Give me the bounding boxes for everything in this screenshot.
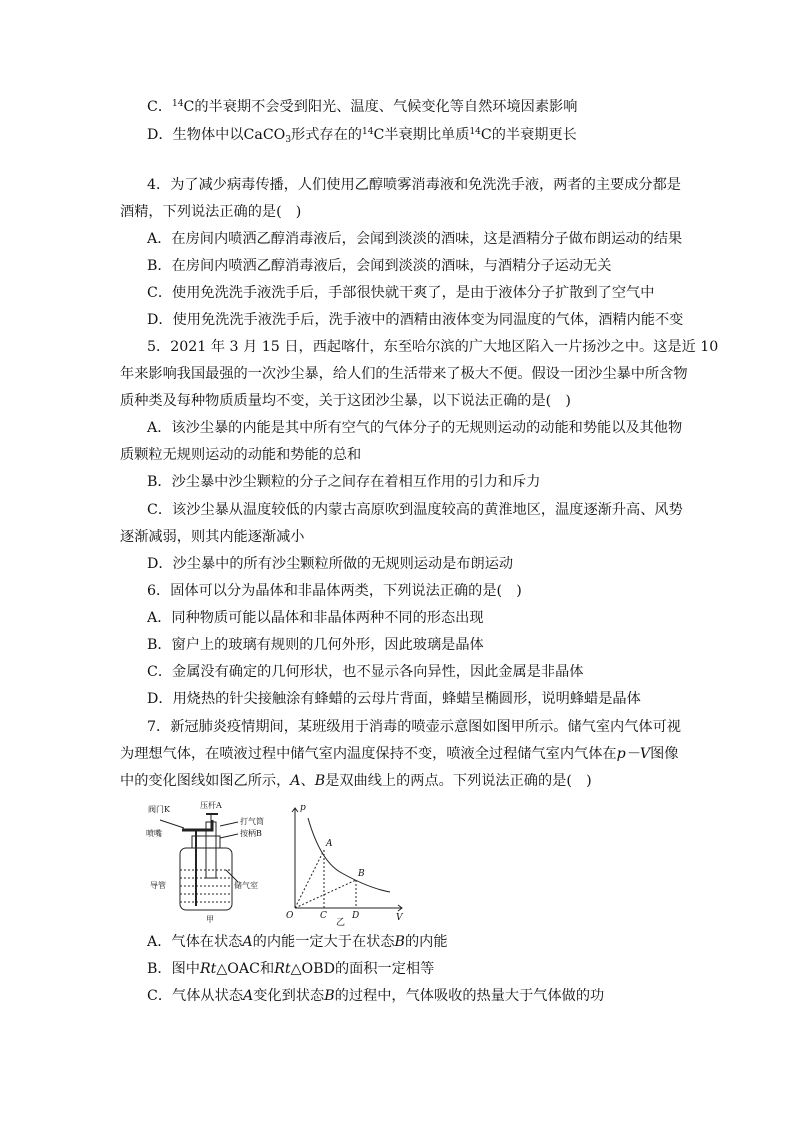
- q7-c-end: 的过程中，气体吸收的热量大于气体做的功: [334, 988, 605, 1004]
- q5-option-a-line2: 质颗粒无规则运动的动能和势能的总和: [120, 447, 362, 463]
- pv-graph: [292, 808, 402, 911]
- q7-stem-line3: [120, 771, 592, 791]
- label-tick-d: D: [352, 911, 360, 921]
- pointer-valve: [160, 820, 184, 828]
- q7-pv-symbol: p－V: [616, 746, 651, 762]
- q7-stem-line2: [120, 744, 678, 764]
- q6-option-a: A．同种物质可能以晶体和非晶体两种不同的形态出现: [147, 610, 484, 626]
- q4-option-d: D．使用免洗洗手液洗手后，洗手液中的酒精由液体变为同温度的气体，酒精内能不变: [147, 312, 684, 328]
- label-point-a: A: [326, 839, 333, 849]
- q5-option-b: B．沙尘暴中沙尘颗粒的分子之间存在着相互作用的引力和斥力: [147, 474, 541, 490]
- q6-option-d: D．用烧热的针尖接触涂有蜂蜡的云母片背面，蜂蜡呈椭圆形，说明蜂蜡是晶体: [147, 691, 641, 707]
- q7-figure: [140, 800, 440, 928]
- q6-option-c: C．金属没有确定的几何形状，也不显示各向异性，因此金属是非晶体: [147, 664, 584, 680]
- q3-d-end: C的半衰期更长: [480, 127, 577, 143]
- label-point-b: B: [358, 869, 365, 879]
- q7-a-state-a: A: [242, 934, 253, 950]
- q7-a-state-b: B: [394, 934, 405, 950]
- q6-stem: 6．固体可以分为晶体和非晶体两类，下列说法正确的是( ): [147, 583, 522, 599]
- pointer-handle: [220, 834, 238, 838]
- q3-c-text: C的半衰期不会受到阳光、温度、气候变化等自然环境因素影响: [183, 99, 578, 115]
- q5-option-d: D．沙尘暴中的所有沙尘颗粒所做的无规则运动是布朗运动: [147, 556, 514, 572]
- q3-option-d: [147, 122, 577, 150]
- q5-option-c-line2: 逐渐减弱，则其内能逐渐减小: [120, 529, 305, 545]
- q3-d-mid2: C半衰期比单质: [373, 127, 470, 143]
- label-v-axis: V: [396, 913, 403, 923]
- q7-c-mid: 变化到状态: [253, 988, 325, 1004]
- label-valve-k: 阀门K: [148, 805, 170, 814]
- q7-stem2-text: 为理想气体，在喷液过程中储气室内温度保持不变，喷液全过程储气室内气体在: [120, 746, 617, 762]
- q7-c-state-a: A: [242, 988, 254, 1004]
- q7-a-mid: 的内能一定大于在状态: [252, 934, 395, 950]
- q7-stem3-sep: 、: [300, 773, 315, 789]
- q7-b-rt1: Rt: [200, 961, 217, 977]
- q3-c-prefix: C．: [147, 99, 173, 115]
- label-tick-c: C: [320, 911, 327, 921]
- q7-b-rt2: Rt: [274, 961, 291, 977]
- q3-option-c: [147, 94, 577, 117]
- q3-d-sup1: 14: [362, 127, 374, 137]
- q7-stem3-point-a: A: [290, 773, 301, 789]
- q7-stem-line1: 7．新冠肺炎疫情期间，某班级用于消毒的喷壶示意图如图甲所示。储气室内气体可视: [147, 719, 681, 735]
- q7-a-end: 的内能: [404, 934, 448, 950]
- label-pump: 打气筒: [240, 817, 264, 826]
- q5-stem-line2: 年来影响我国最强的一次沙尘暴，给人们的生活带来了极大不便。假设一团沙尘暴中所含物: [120, 366, 688, 382]
- q7-stem3-point-b: B: [314, 773, 326, 789]
- label-handle-b: 按柄B: [240, 829, 262, 838]
- q3-d-sup2: 14: [469, 127, 481, 137]
- q7-option-c: [147, 986, 604, 1006]
- pointer-pump: [220, 822, 238, 826]
- q7-stem2-end: 图像: [650, 746, 679, 762]
- label-origin: O: [286, 911, 294, 921]
- q3-d-mid: 形式存在的: [291, 127, 362, 143]
- caption-jia: 甲: [206, 915, 214, 924]
- label-guide-tube: 导管: [150, 881, 166, 890]
- q4-option-c: C．使用免洗洗手液洗手后，手部很快就干爽了，是由于液体分子扩散到了空气中: [147, 285, 655, 301]
- caption-yi: 乙: [336, 918, 346, 928]
- q7-stem3-end: 是双曲线上的两点。下列说法正确的是( ): [325, 773, 592, 789]
- label-nozzle: 喷嘴: [146, 829, 162, 838]
- q3-c-isotope-sup: 14: [172, 99, 184, 109]
- spray-bottle-diagram: [160, 814, 238, 910]
- q7-option-b: [147, 959, 434, 979]
- q7-c-state-b: B: [324, 988, 335, 1004]
- label-gas-chamber: 储气室: [234, 881, 258, 890]
- q5-stem-line1: 5．2021 年 3 月 15 日，西起喀什，东至哈尔滨的广大地区陷入一片扬沙之中。这是近 10: [147, 339, 719, 355]
- isotherm-curve: [308, 818, 390, 892]
- line-ob: [295, 880, 356, 908]
- q4-stem-line2: 酒精，下列说法正确的是( ): [120, 204, 302, 220]
- q7-option-a: [147, 932, 448, 952]
- q7-stem3-text: 中的变化图线如图乙所示，: [120, 773, 291, 789]
- q7-b-mid1: △OAC和: [216, 961, 275, 977]
- q5-option-c-line1: C．该沙尘暴从温度较低的内蒙古高原吹到温度较高的黄淮地区，温度逐渐升高、风势: [147, 502, 683, 518]
- q4-option-a: A．在房间内喷洒乙醇消毒液后，会闻到淡淡的酒味，这是酒精分子做布朗运动的结果: [147, 231, 683, 247]
- label-press-rod-a: 压杆A: [200, 801, 222, 810]
- q3-d-prefix: D．生物体中以CaCO: [147, 127, 286, 143]
- q7-c-prefix: C．气体从状态: [147, 988, 243, 1004]
- q5-stem-line3: 质种类及每种物质质量均不变，关于这团沙尘暴，以下说法正确的是( ): [120, 393, 571, 409]
- label-p-axis: p: [300, 803, 306, 813]
- q7-b-prefix: B．图中: [147, 961, 200, 977]
- q7-b-mid2: △OBD的面积一定相等: [290, 961, 435, 977]
- q4-option-b: B．在房间内喷洒乙醇消毒液后，会闻到淡淡的酒味，与酒精分子运动无关: [147, 258, 612, 274]
- q6-option-b: B．窗户上的玻璃有规则的几何外形，因此玻璃是晶体: [147, 637, 484, 653]
- line-oa: [295, 850, 324, 908]
- q5-option-a-line1: A．该沙尘暴的内能是其中所有空气的气体分子的无规则运动的动能和势能以及其他物: [147, 420, 683, 436]
- q3-d-sub: 3: [285, 135, 292, 145]
- q4-stem-line1: 4．为了减少病毒传播，人们使用乙醇喷雾消毒液和免洗洗手液，两者的主要成分都是: [147, 177, 681, 193]
- q7-a-prefix: A．气体在状态: [147, 934, 243, 950]
